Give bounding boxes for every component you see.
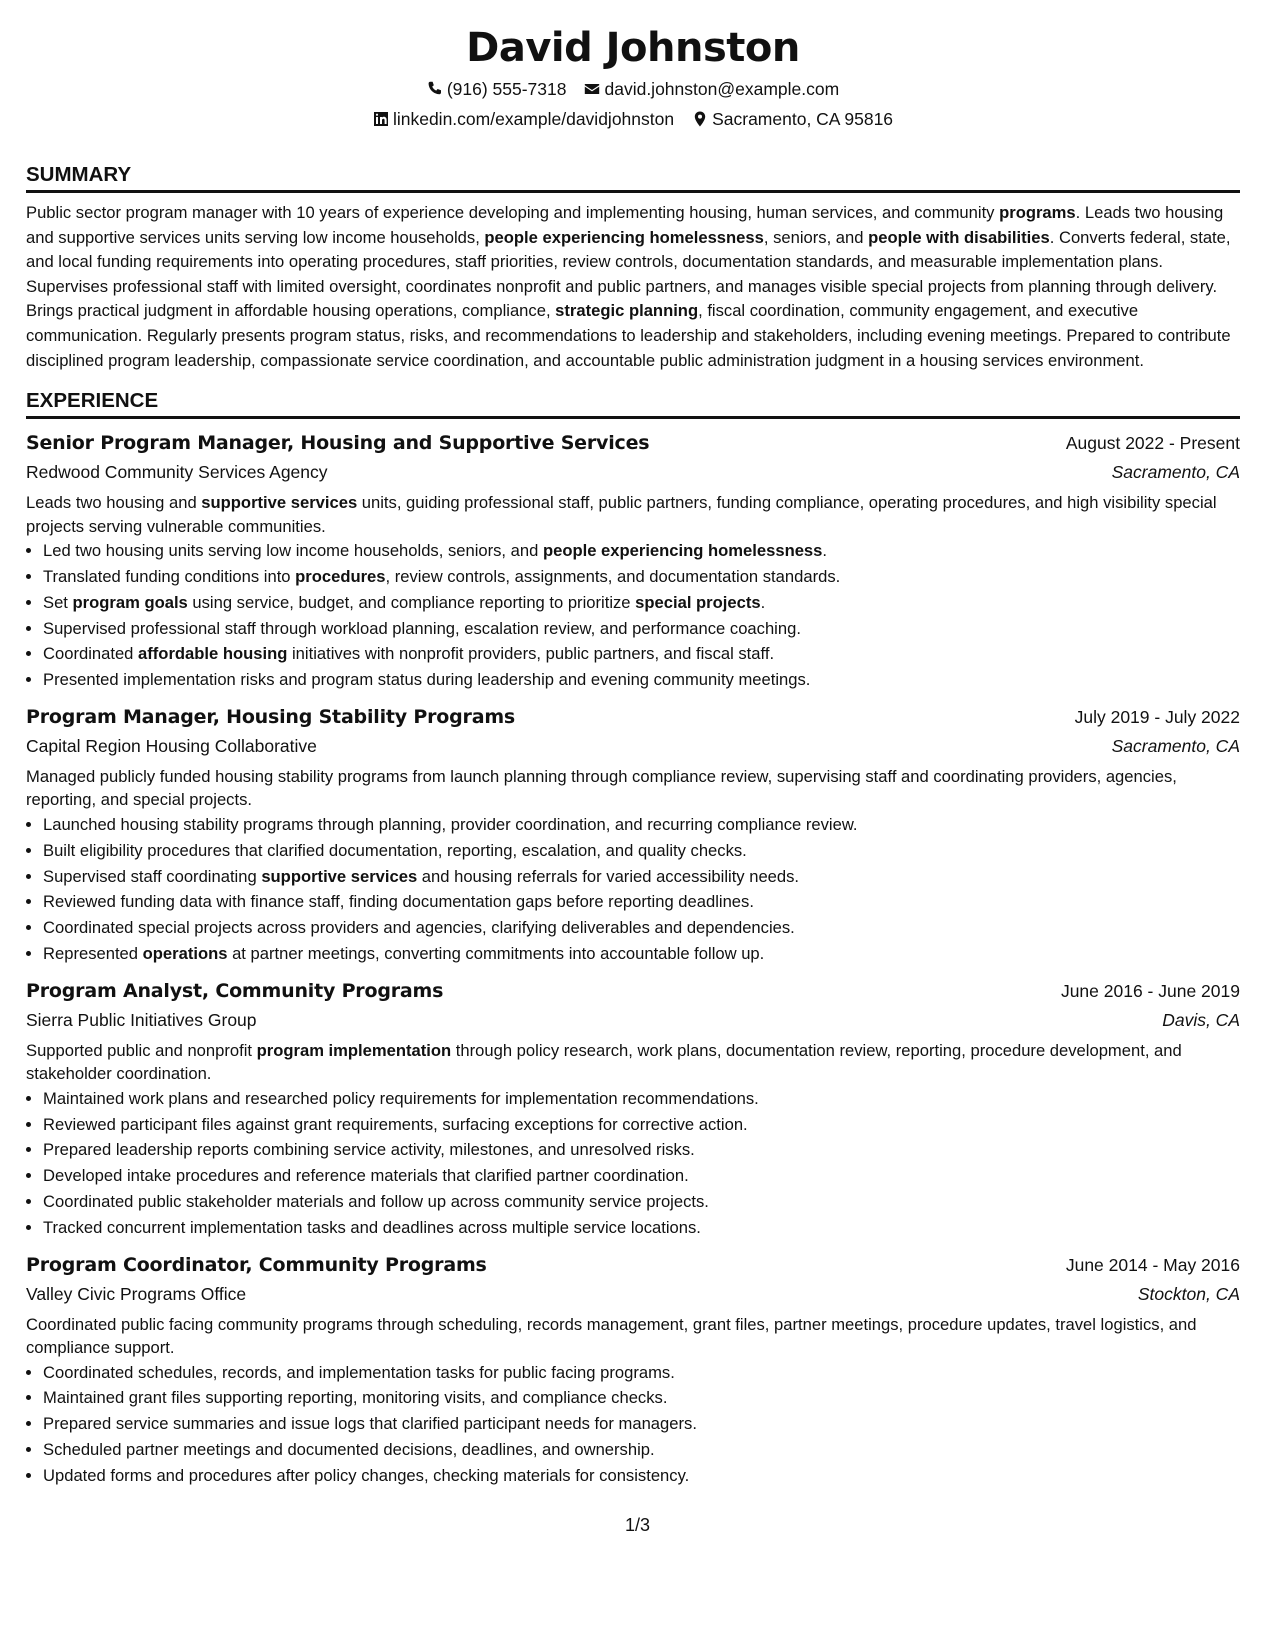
linkedin-icon bbox=[373, 111, 389, 127]
text-run: , fiscal coordination, community engagement, and executive communication. Regularly presents program status, risks, and recommendations to leadership and stakeholders, including evening meetings. Prepared to contribute disciplined program leadership, compassionate service coordination, and accountable public administration judgment in a housing services environment. bbox=[26, 301, 1231, 370]
contact-location bbox=[692, 108, 893, 130]
map-marker-icon bbox=[692, 111, 708, 127]
text-run: Prepared service summaries and issue logs that clarified participant needs for managers. bbox=[43, 1414, 697, 1434]
contact-row-2 bbox=[26, 108, 1240, 130]
text-run: . Converts federal, state, and local funding requirements into operating procedures, staff priorities, review controls, documentation standards, and measurable implementation plans. Supervises professional staff with limited oversight, coordinates nonprofit and public partners, and manages visible special projects from planning through delivery. Brings practical judgment in affordable housing operations, compliance, bbox=[26, 227, 1231, 321]
job-company: Valley Civic Programs Office bbox=[26, 1283, 247, 1304]
bullet-item bbox=[43, 1411, 1240, 1437]
job-title: Program Analyst, Community Programs bbox=[26, 979, 444, 1002]
text-run: Coordinated public stakeholder materials and follow up across community service projects. bbox=[43, 1191, 709, 1211]
bullet-item bbox=[43, 812, 1240, 838]
emphasis-text: program goals bbox=[72, 592, 188, 612]
job-bullets bbox=[26, 538, 1240, 693]
contact-phone bbox=[427, 78, 567, 100]
text-run: . Leads two housing and supportive services units serving low income households, bbox=[26, 203, 1224, 247]
job-entry bbox=[26, 703, 1240, 967]
emphasis-text: affordable housing bbox=[138, 644, 288, 664]
bullet-item bbox=[43, 941, 1240, 967]
email-address[interactable]: david.johnston@example.com bbox=[604, 79, 840, 99]
job-description bbox=[26, 491, 1240, 538]
summary-heading: SUMMARY bbox=[26, 162, 1240, 193]
text-run: Supported public and nonprofit bbox=[26, 1040, 257, 1060]
text-run: Led two housing units serving low income households, seniors, and bbox=[43, 541, 543, 561]
job-title: Senior Program Manager, Housing and Supportive Services bbox=[26, 432, 650, 455]
job-description bbox=[26, 765, 1240, 812]
text-run: Reviewed participant files against grant requirements, surfacing exceptions for corrective action. bbox=[43, 1114, 748, 1134]
bullet-item bbox=[43, 889, 1240, 915]
text-run: Updated forms and procedures after policy changes, checking materials for consistency. bbox=[43, 1465, 690, 1485]
phone-icon bbox=[427, 81, 443, 97]
bullet-item bbox=[43, 1086, 1240, 1112]
job-entry bbox=[26, 1251, 1240, 1489]
text-run: Represented bbox=[43, 943, 143, 963]
text-run: . bbox=[760, 592, 766, 612]
text-run: Set bbox=[43, 592, 73, 612]
text-run: . bbox=[822, 541, 828, 561]
text-run: through policy research, work plans, documentation review, reporting, procedure development, and stakeholder coordination. bbox=[26, 1040, 1182, 1084]
text-run: Supervised professional staff through workload planning, escalation review, and performance coaching. bbox=[43, 618, 801, 638]
bullet-item bbox=[43, 1163, 1240, 1189]
page-number: 1/3 bbox=[624, 1515, 651, 1535]
text-run: using service, budget, and compliance reporting to prioritize bbox=[187, 592, 636, 612]
job-bullets bbox=[26, 1360, 1240, 1489]
bullet-item bbox=[43, 538, 1240, 564]
bullet-item bbox=[43, 1437, 1240, 1463]
summary-text bbox=[26, 201, 1240, 373]
bullet-item bbox=[43, 1463, 1240, 1489]
text-run: Launched housing stability programs through planning, provider coordination, and recurring compliance review. bbox=[43, 814, 858, 834]
phone-number: (916) 555-7318 bbox=[446, 79, 567, 99]
text-run: , review controls, assignments, and documentation standards. bbox=[385, 566, 841, 586]
location-text: Sacramento, CA 95816 bbox=[712, 109, 894, 129]
bullet-item bbox=[43, 1385, 1240, 1411]
text-run: Maintained work plans and researched policy requirements for implementation recommendations. bbox=[43, 1088, 759, 1108]
emphasis-text: people experiencing homelessness bbox=[484, 227, 764, 247]
bullet-item bbox=[43, 838, 1240, 864]
contact-email[interactable] bbox=[584, 78, 839, 100]
job-dates: August 2022 - Present bbox=[1065, 433, 1240, 454]
emphasis-text: special projects bbox=[635, 592, 761, 612]
job-title: Program Coordinator, Community Programs bbox=[26, 1253, 487, 1276]
job-dates: June 2016 - June 2019 bbox=[1060, 980, 1240, 1001]
emphasis-text: operations bbox=[142, 943, 228, 963]
text-run: units, guiding professional staff, public partners, funding compliance, operating procedures, and high visibility special projects serving vulnerable communities. bbox=[26, 493, 1217, 536]
job-header bbox=[26, 977, 1240, 1005]
job-header bbox=[26, 1251, 1240, 1279]
text-run: Presented implementation risks and program status during leadership and evening community meetings. bbox=[43, 670, 811, 690]
envelope-icon bbox=[584, 81, 600, 97]
linkedin-url[interactable]: linkedin.com/example/davidjohnston bbox=[392, 109, 675, 129]
bullet-item bbox=[43, 667, 1240, 693]
emphasis-text: programs bbox=[999, 203, 1076, 222]
bullet-item bbox=[43, 564, 1240, 590]
job-subheader bbox=[26, 1007, 1240, 1033]
job-description bbox=[26, 1313, 1240, 1360]
experience-heading: EXPERIENCE bbox=[26, 388, 1240, 419]
text-run: and housing referrals for varied accessibility needs. bbox=[417, 866, 800, 886]
text-run: Developed intake procedures and reference materials that clarified partner coordination. bbox=[43, 1166, 689, 1186]
job-header bbox=[26, 429, 1240, 457]
job-title: Program Manager, Housing Stability Programs bbox=[26, 705, 516, 728]
job-dates: July 2019 - July 2022 bbox=[1074, 706, 1240, 727]
text-run: initiatives with nonprofit providers, public partners, and fiscal staff. bbox=[287, 644, 775, 664]
job-location: Davis, CA bbox=[1162, 1009, 1240, 1030]
text-run: Built eligibility procedures that clarified documentation, reporting, escalation, and quality checks. bbox=[43, 840, 747, 860]
text-run: Managed publicly funded housing stability programs from launch planning through compliance review, supervising staff and coordinating providers, agencies, reporting, and special projects. bbox=[26, 766, 1177, 810]
job-subheader bbox=[26, 1281, 1240, 1307]
bullet-item bbox=[43, 1112, 1240, 1138]
job-company: Redwood Community Services Agency bbox=[26, 462, 328, 483]
text-run: Leads two housing and bbox=[26, 493, 202, 513]
text-run: Translated funding conditions into bbox=[43, 566, 296, 586]
emphasis-text: procedures bbox=[295, 566, 386, 586]
emphasis-text: strategic planning bbox=[555, 301, 699, 321]
job-header bbox=[26, 703, 1240, 731]
bullet-item bbox=[43, 590, 1240, 616]
job-subheader bbox=[26, 459, 1240, 485]
job-bullets bbox=[26, 812, 1240, 967]
text-run: Prepared leadership reports combining service activity, milestones, and unresolved risks. bbox=[43, 1140, 695, 1160]
bullet-item bbox=[43, 641, 1240, 667]
text-run: Supervised staff coordinating bbox=[43, 866, 262, 886]
text-run: Reviewed funding data with finance staff, finding documentation gaps before reporting deadlines. bbox=[43, 892, 754, 912]
bullet-item bbox=[43, 1360, 1240, 1386]
emphasis-text: people experiencing homelessness bbox=[542, 541, 823, 561]
emphasis-text: supportive services bbox=[261, 866, 418, 886]
job-company: Capital Region Housing Collaborative bbox=[26, 735, 317, 756]
contact-linkedin[interactable] bbox=[373, 108, 674, 130]
job-bullets bbox=[26, 1086, 1240, 1241]
candidate-name: David Johnston bbox=[466, 25, 800, 71]
bullet-item bbox=[43, 915, 1240, 941]
text-run: Coordinated special projects across providers and agencies, clarifying deliverables and dependencies. bbox=[43, 918, 795, 938]
bullet-item bbox=[43, 616, 1240, 642]
emphasis-text: people with disabilities bbox=[868, 227, 1050, 247]
bullet-item bbox=[43, 1189, 1240, 1215]
text-run: Coordinated public facing community programs through scheduling, records management, grant files, partner meetings, procedure updates, travel logistics, and compliance support. bbox=[26, 1314, 1197, 1357]
job-dates: June 2014 - May 2016 bbox=[1065, 1254, 1240, 1275]
text-run: Coordinated bbox=[43, 644, 139, 664]
job-subheader bbox=[26, 733, 1240, 759]
bullet-item bbox=[43, 1215, 1240, 1241]
job-entry bbox=[26, 977, 1240, 1241]
job-location: Stockton, CA bbox=[1137, 1283, 1240, 1304]
text-run: Coordinated schedules, records, and implementation tasks for public facing programs. bbox=[43, 1362, 675, 1382]
text-run: at partner meetings, converting commitments into accountable follow up. bbox=[227, 943, 765, 963]
bullet-item bbox=[43, 1137, 1240, 1163]
emphasis-text: supportive services bbox=[201, 493, 358, 513]
contact-row-1 bbox=[26, 78, 1240, 100]
job-description bbox=[26, 1039, 1240, 1086]
job-entry bbox=[26, 429, 1240, 693]
job-location: Sacramento, CA bbox=[1111, 462, 1240, 483]
text-run: Maintained grant files supporting reporting, monitoring visits, and compliance checks. bbox=[43, 1388, 668, 1408]
emphasis-text: program implementation bbox=[256, 1040, 452, 1060]
text-run: Tracked concurrent implementation tasks and deadlines across multiple service locations. bbox=[43, 1217, 701, 1237]
text-run: Public sector program manager with 10 years of experience developing and implementing housing, human services, and community bbox=[26, 203, 1000, 222]
text-run: Scheduled partner meetings and documented decisions, deadlines, and ownership. bbox=[43, 1439, 655, 1459]
experience-list bbox=[26, 429, 1240, 1488]
job-location: Sacramento, CA bbox=[1111, 735, 1240, 756]
text-run: , seniors, and bbox=[763, 227, 869, 247]
bullet-item bbox=[43, 864, 1240, 890]
job-company: Sierra Public Initiatives Group bbox=[26, 1009, 257, 1030]
